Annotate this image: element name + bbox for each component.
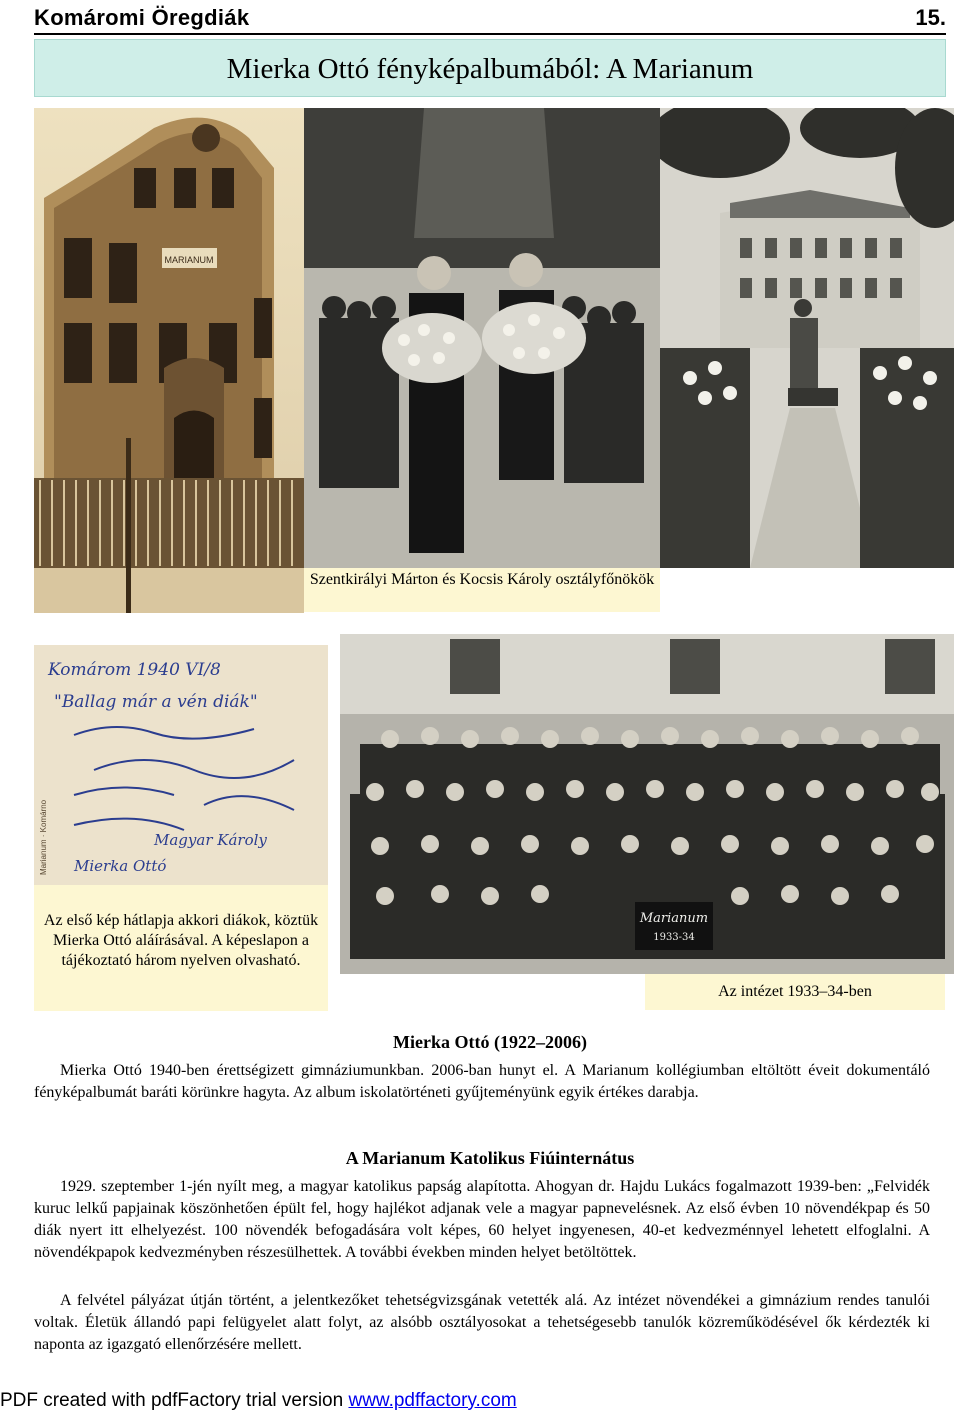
group-sign-text: Marianum bbox=[639, 911, 709, 926]
building-sign-text: MARIANUM bbox=[164, 255, 214, 265]
caption-postcard: Az első kép hátlapja akkori diákok, köztük Mierka Ottó aláírásával. A képeslapon a tájékoztató három nyelven olvasható. bbox=[34, 885, 328, 1011]
paragraph-marianum-admission bbox=[34, 1290, 930, 1356]
photo-marianum-building bbox=[34, 108, 304, 613]
postcard-line-4: Magyar Károly bbox=[154, 831, 267, 849]
paragraph-marianum-history-text: 1929. szeptember 1-jén nyílt meg, a magyar katolikus papság alapította. Ahogyan dr. Hajdu Lukács fogalmazott 1939-ben: „Felvidék kuruc lelkű papjainak köszönhetően épült fel, hogy hajlékot adjanak vele a magyar papnevelésnek. Az első évben 10 növendékpap és 50 diák nyert itt elhelyezést. 100 növendék befogadására volt képes, 60 helyet ingyenesen, 40-et kedvezménnyel lehetett elfoglalni. A növendékpapok kedvezményben részesülhettek. A további években minden helyet betöltöttek. bbox=[34, 1178, 930, 1261]
caption-institute: Az intézet 1933–34-ben bbox=[645, 974, 945, 1010]
pdf-footer bbox=[0, 1390, 517, 1412]
photo-postcard-signatures bbox=[34, 645, 328, 885]
page-header bbox=[34, 2, 946, 32]
postcard-line-3: Mierka Ottó bbox=[74, 857, 167, 875]
page-number: 15. bbox=[915, 5, 946, 30]
header-rule bbox=[34, 33, 946, 35]
title-banner bbox=[34, 39, 946, 97]
paragraph-mierka-text: Mierka Ottó 1940-ben érettségizett gimnáziumunkban. 2006-ban hunyt el. A Marianum kollégiumban eltöltött éveit dokumentáló fényképalbumát baráti körünkre hagyta. Az album iskolatörténeti gyűjteményünk egyik értékes darabja. bbox=[34, 1062, 930, 1101]
section-heading-mierka: Mierka Ottó (1922–2006) bbox=[393, 1032, 587, 1052]
photo-group-1933-34 bbox=[340, 634, 954, 974]
group-sign-year: 1933-34 bbox=[653, 932, 695, 943]
footer-link[interactable]: www.pdffactory.com bbox=[348, 1390, 517, 1411]
footer-text: PDF created with pdfFactory trial version bbox=[0, 1390, 349, 1411]
postcard-stamp: Marianum · Komárno bbox=[39, 799, 48, 875]
photo-teachers-with-flowers bbox=[304, 108, 660, 568]
section-heading-marianum: A Marianum Katolikus Fiúinternátus bbox=[345, 1148, 635, 1168]
publication-name: Komáromi Öregdiák bbox=[34, 5, 250, 30]
postcard-line-2: "Ballag már a vén diák" bbox=[54, 692, 258, 712]
photo-garden-institute bbox=[660, 108, 954, 568]
paragraph-marianum-admission-text: A felvétel pályázat útján történt, a jelentkezőket tehetségvizsgának vetették alá. Az intézet növendékei a gimnázium rendes tanulói voltak. Életük állandó papi felügyelet alatt folyt, az alsóbb osztályosokat a tehetségesebb tanulók közreműködésével ők kérdezték ki naponta az igazgató ellenőrzésére mellett. bbox=[34, 1292, 930, 1353]
postcard-line-1: Komárom 1940 VI/8 bbox=[48, 660, 221, 680]
caption-teachers: Szentkirályi Márton és Kocsis Károly osztályfőnökök bbox=[304, 568, 660, 612]
paragraph-marianum-history bbox=[34, 1176, 930, 1264]
page-title: Mierka Ottó fényképalbumából: A Marianum bbox=[226, 53, 754, 85]
paragraph-mierka bbox=[34, 1060, 930, 1104]
